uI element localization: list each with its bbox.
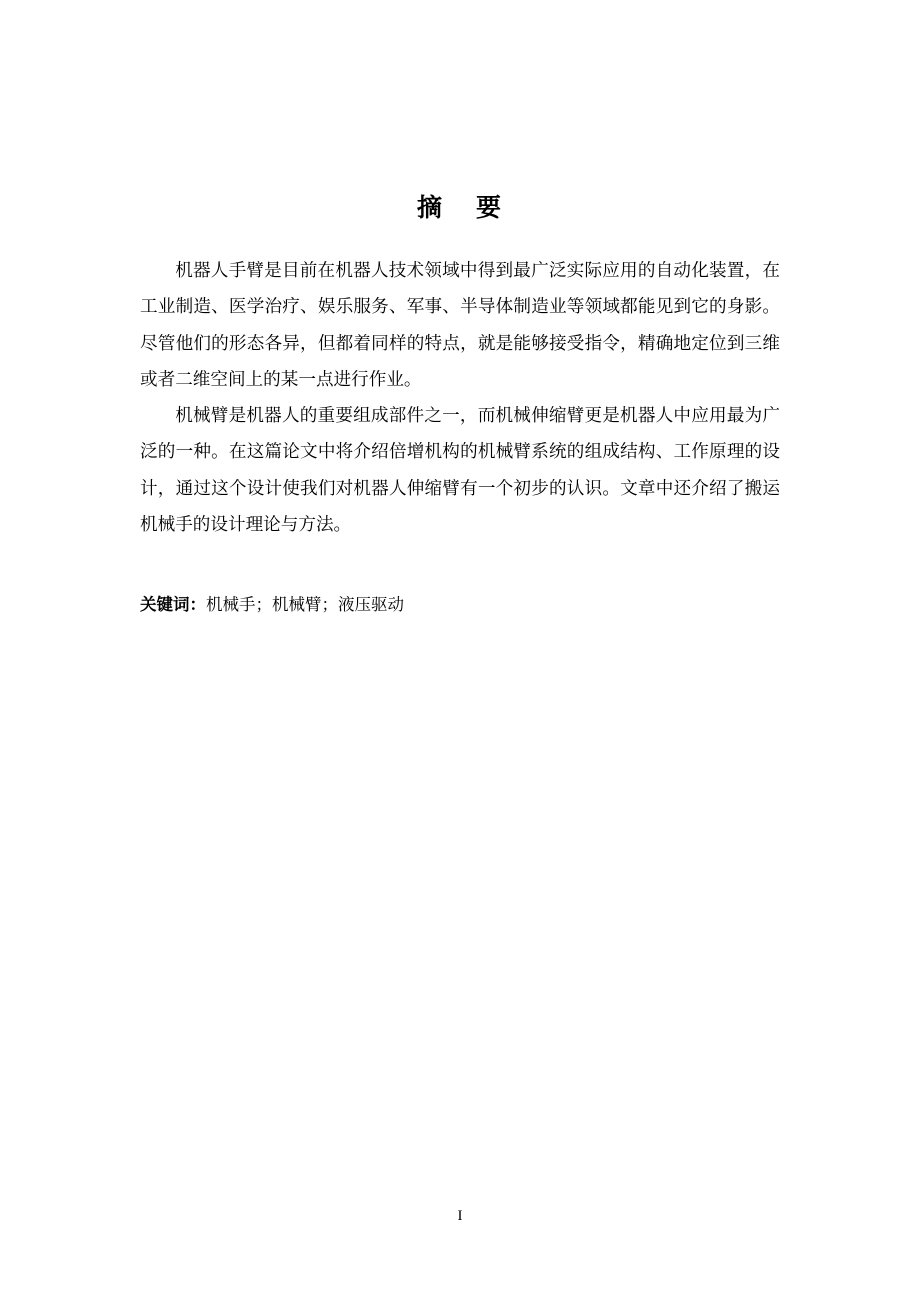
abstract-title (0, 188, 920, 228)
page-number: I (457, 1208, 463, 1224)
abstract-title-char-2: 要 (476, 193, 504, 222)
abstract-paragraph-2: 机械臂是机器人的重要组成部件之一，而机械伸缩臂更是机器人中应用最为广泛的一种。在这篇论文中将介绍倍增机构的机械臂系统的组成结构、工作原理的设计，通过这个设计使我们对机器人伸缩臂有一个初步的认识。文章中还介绍了搬运机械手的设计理论与方法。 (140, 406, 780, 536)
keywords-value: 机械手；机械臂；液压驱动 (206, 595, 404, 614)
keywords-label: 关键词： (140, 595, 206, 614)
abstract-title-char-1: 摘 (416, 193, 444, 222)
abstract-paragraph-1: 机器人手臂是目前在机器人技术领域中得到最广泛实际应用的自动化装置，在工业制造、医学治疗、娱乐服务、军事、半导体制造业等领域都能见到它的身影。尽管他们的形态各异，但都着同样的特点，就是能够接受指令，精确地定位到三维或者二维空间上的某一点进行作业。 (140, 261, 780, 390)
abstract-body (140, 253, 780, 543)
keywords-line (140, 587, 780, 623)
